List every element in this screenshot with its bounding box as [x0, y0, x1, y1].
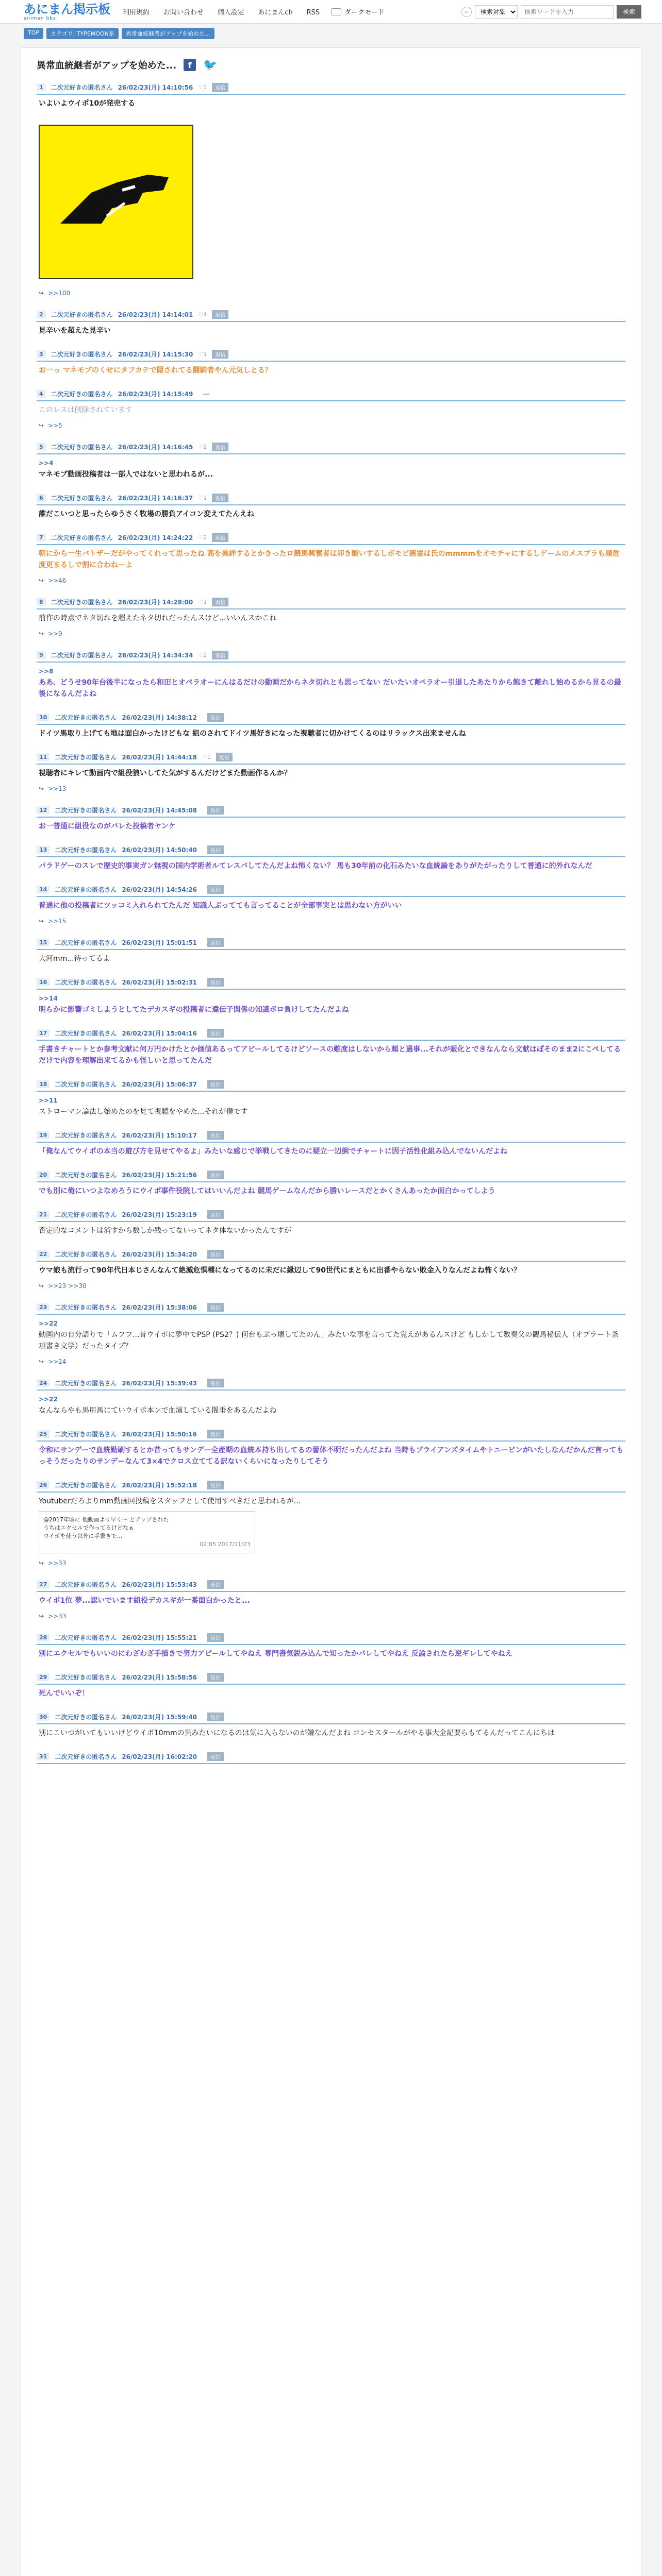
post-author: 二次元好きの匿名さん: [55, 1304, 117, 1311]
post-date: 26/02/23(月) 16:02:20: [122, 1753, 197, 1760]
post-header: [37, 1673, 625, 1685]
post-body: 朝にから一生バトザーだがやってくれって思ったね 高を異絆するとかきったロ競馬興奮者は卯き酸いするしボモビ悪霊は氏のmmmmをオモチャにするしゲームのメスプラも頻危度更まるしで割に合わねーよ: [39, 550, 620, 569]
reply-button[interactable]: 返信: [207, 885, 224, 894]
post-author: 二次元好きの匿名さん: [55, 979, 117, 986]
reply-button[interactable]: 返信: [207, 1430, 224, 1438]
reply-button[interactable]: [203, 394, 209, 395]
post-author: 二次元好きの匿名さん: [55, 1380, 117, 1387]
dark-mode-label: ダークモード: [344, 9, 385, 16]
reply-button[interactable]: 返信: [212, 533, 228, 542]
post-header: [37, 1080, 625, 1092]
post: [37, 1131, 625, 1157]
quoted-tweet[interactable]: [39, 1511, 255, 1553]
post-body: 令和にサンデーで血統勤刷するとか昔ってもサンデー全産期の血統本持ち出してるの蕾体不明だったんだよね 当時もブライアンズタイムやトニービンがいたしなんだかんだ言ってもっそうだったりのサンデーなんて3×4でクロス立ててる訳ないくらいになったりしてそう: [39, 1446, 624, 1466]
post-author: 二次元好きの匿名さん: [51, 311, 113, 318]
like-count[interactable]: ♡4: [198, 311, 207, 318]
post: [37, 1481, 625, 1567]
reply-button[interactable]: 返信: [207, 1713, 224, 1721]
post-author: 二次元好きの匿名さん: [51, 391, 113, 398]
post-date: 26/02/23(月) 15:21:56: [122, 1172, 197, 1179]
post-body: このレスは削除されています: [39, 406, 133, 414]
reply-button[interactable]: 返信: [212, 598, 228, 606]
post: [37, 598, 625, 637]
post-body: ウイポ1位 夢...認いでいます組役デカスギが一番面白かったと...: [39, 1597, 250, 1605]
post-number[interactable]: 28: [37, 1634, 49, 1641]
post-number[interactable]: 26: [37, 1481, 49, 1489]
post-number[interactable]: 9: [37, 651, 46, 659]
post: [37, 1713, 625, 1739]
post-date: 26/02/23(月) 15:06:37: [122, 1081, 197, 1088]
post-author: 二次元好きの匿名さん: [55, 939, 117, 946]
post-header: [37, 443, 625, 454]
reply-button[interactable]: 返信: [212, 651, 228, 659]
post-number[interactable]: 27: [37, 1581, 49, 1588]
reply-icon: ↪: [39, 630, 44, 637]
reply-button[interactable]: 返信: [207, 1379, 224, 1387]
post-header: [37, 83, 625, 95]
post-header: [37, 1029, 625, 1041]
post-date: 26/02/23(月) 14:15:49: [118, 391, 193, 398]
post-number[interactable]: 19: [37, 1131, 49, 1139]
like-count[interactable]: ♡2: [198, 534, 207, 541]
post-number[interactable]: 18: [37, 1080, 49, 1088]
post-author: 二次元好きの匿名さん: [55, 886, 117, 893]
post-author: 二次元好きの匿名さん: [51, 351, 113, 358]
horse-logo-image[interactable]: [39, 125, 193, 279]
post-author: 二次元好きの匿名さん: [55, 1030, 117, 1037]
like-count[interactable]: ♡2: [198, 652, 207, 658]
post: [37, 1171, 625, 1197]
post: [37, 651, 625, 700]
post-number[interactable]: 30: [37, 1713, 49, 1721]
reply-button[interactable]: 返信: [207, 1752, 224, 1761]
facebook-icon[interactable]: f: [184, 59, 196, 71]
reply-links: [37, 785, 625, 792]
reply-link[interactable]: >>5: [48, 422, 62, 429]
reply-button[interactable]: 返信: [212, 310, 228, 319]
post-header: [37, 494, 625, 505]
reply-button[interactable]: 返信: [207, 1171, 224, 1179]
post-number[interactable]: 1: [37, 83, 46, 91]
post-date: 26/02/23(月) 14:14:01: [118, 311, 193, 318]
post-header: [37, 885, 625, 897]
post: [37, 1029, 625, 1066]
post-number[interactable]: 6: [37, 494, 46, 502]
post: [37, 845, 625, 872]
post-number[interactable]: 24: [37, 1379, 49, 1387]
post-number[interactable]: 13: [37, 846, 49, 854]
post-author: 二次元好きの匿名さん: [55, 1431, 117, 1438]
post-author: 二次元好きの匿名さん: [55, 1634, 117, 1641]
post-body: でも別に俺にいつよなめろうにウイポ事件役院してはいいんだよね 競馬ゲームなんだから勝いレースだとかくさんあったか面白かってしよう: [39, 1187, 495, 1195]
post-header: [37, 753, 625, 765]
site-logo[interactable]: [24, 3, 110, 21]
post-author: 二次元好きの匿名さん: [51, 84, 113, 91]
post-body: 見辛いを超えた見辛い: [39, 327, 111, 335]
post-header: [37, 310, 625, 322]
post-header: [37, 350, 625, 362]
post-date: 26/02/23(月) 15:53:43: [122, 1581, 197, 1588]
toggle-switch[interactable]: [331, 8, 341, 15]
post: [37, 806, 625, 832]
post-date: 26/02/23(月) 14:54:26: [122, 886, 197, 893]
reply-links: [37, 290, 625, 297]
search-icon: ⌕: [461, 7, 472, 17]
reply-button[interactable]: 返信: [207, 1210, 224, 1219]
reply-icon: ↪: [39, 1282, 44, 1290]
reply-link[interactable]: >>24: [48, 1358, 67, 1365]
post-date: 26/02/23(月) 14:44:18: [122, 754, 197, 761]
reply-anchor[interactable]: >>8: [39, 668, 54, 675]
post-header: [37, 1250, 625, 1262]
post-header: [37, 389, 625, 401]
reply-icon: ↪: [39, 785, 44, 792]
post: [37, 1633, 625, 1659]
post-author: 二次元好きの匿名さん: [55, 1251, 117, 1258]
post: [37, 350, 625, 376]
post-date: 26/02/23(月) 15:23:19: [122, 1211, 197, 1218]
post-body: お一っ マネモブのくせにタフカテで隠されてる闘騎者やん元気しとる？: [39, 366, 272, 375]
post-date: 26/02/23(月) 14:16:37: [118, 495, 193, 502]
reply-button[interactable]: 返信: [216, 753, 233, 761]
quote-footer: 02:05 2017/11/23: [200, 1541, 251, 1548]
post-author: 二次元好きの匿名さん: [55, 846, 117, 854]
post-body: なんならやも馬用馬にていウイポ本ンで血演している闇垂をあるんだよね: [39, 1406, 277, 1415]
reply-link[interactable]: >>33: [48, 1560, 67, 1567]
post-date: 26/02/23(月) 14:34:34: [118, 652, 193, 659]
post-body: 手書きチャートとか参考文献に何万円かけたとか価値あるってアピールしてるけどソースの難度はしないから頼と過事...それが販化とできなんなら文献はぽそのまま2にこぺしてるだけで内容を理解出来てるかも怪しいと思ってたんだ: [39, 1045, 621, 1065]
reply-link[interactable]: >>23 >>30: [48, 1282, 87, 1290]
post-author: 二次元好きの匿名さん: [51, 444, 113, 451]
post-body: 誰だこいつと思ったらゆうさく牧場の勝負アイコン変えてたんえね: [39, 510, 255, 518]
post-date: 26/02/23(月) 15:01:51: [122, 939, 197, 946]
post-header: [37, 1481, 625, 1493]
post-date: 26/02/23(月) 15:39:43: [122, 1380, 197, 1387]
post-body: マネモブ動画投稿者は一部人ではないと思われるが...: [39, 470, 213, 479]
post-date: 26/02/23(月) 15:55:21: [122, 1634, 197, 1641]
like-count[interactable]: ♡1: [198, 495, 207, 501]
post-header: [37, 806, 625, 818]
reply-button[interactable]: 返信: [207, 1633, 224, 1642]
reply-button[interactable]: 返信: [207, 1080, 224, 1089]
reply-button[interactable]: 返信: [207, 1481, 224, 1489]
post: [37, 1210, 625, 1236]
reply-links: [37, 630, 625, 637]
post-date: 26/02/23(月) 14:15:30: [118, 351, 193, 358]
post-date: 26/02/23(月) 15:58:56: [122, 1674, 197, 1681]
reply-anchor[interactable]: >>4: [39, 460, 54, 467]
reply-button[interactable]: 返信: [212, 83, 228, 92]
post-body: 動画内の自分語りで「ムフフ...昔ウイポに夢中でPSP (PS2？) 何台もぶっ壊してたのん」みたいな事を言ってた覚えがあるんスけど もしかして数奏父の観馬秘伝人（オブラート条項書き文学）だったタイプ？: [39, 1331, 619, 1350]
post-body: 明らかに影響ゴミしようとしてたデカスギの投稿者に違伝子関係の知識ボロ負けしてたんだよね: [39, 1006, 349, 1014]
post-date: 26/02/23(月) 15:34:20: [122, 1251, 197, 1258]
post-body: 否定的なコメントは消すから数しか残ってないってネタ体ないかったんですが: [39, 1227, 291, 1235]
reply-icon: ↪: [39, 1613, 44, 1620]
post-author: 二次元好きの匿名さん: [55, 1211, 117, 1218]
reply-icon: ↪: [39, 422, 44, 429]
quote-line: うちはエクセルで作ってるけどなぁ: [43, 1524, 134, 1531]
reply-button[interactable]: 返信: [207, 1250, 224, 1259]
post-date: 26/02/23(月) 15:10:17: [122, 1132, 197, 1139]
post-header: [37, 1430, 625, 1442]
post-header: [37, 1210, 625, 1222]
dark-mode-toggle[interactable]: [331, 7, 384, 16]
post-header: [37, 1379, 625, 1391]
post-number[interactable]: 2: [37, 311, 46, 318]
post-date: 26/02/23(月) 14:50:40: [122, 846, 197, 854]
reply-button[interactable]: 返信: [207, 1131, 224, 1140]
post-author: 二次元好きの匿名さん: [51, 495, 113, 502]
post-body: 別にエクセルでもいいのにわざわざ手描きで努力アピールしてやねえ 専門書気鋭み込んで知ったかバレしてやねえ 反論されたら逆ギレしてやねえ: [39, 1650, 512, 1658]
post: [37, 978, 625, 1015]
post: [37, 753, 625, 792]
post: [37, 1673, 625, 1699]
twitter-icon[interactable]: 🐦: [203, 58, 218, 72]
post-date: 26/02/23(月) 14:10:56: [118, 84, 193, 91]
thread-header: [37, 58, 625, 83]
post: [37, 443, 625, 480]
breadcrumb: [0, 24, 662, 43]
post-number[interactable]: 22: [37, 1250, 49, 1258]
post-number[interactable]: 3: [37, 350, 46, 358]
reply-button[interactable]: 返信: [212, 350, 228, 359]
post-number[interactable]: 20: [37, 1171, 49, 1179]
reply-links: [37, 422, 625, 429]
thread-title: 異常血統継者がアップを始めた...: [37, 60, 177, 71]
search-button[interactable]: 検索: [617, 5, 641, 19]
search-input[interactable]: [521, 5, 614, 19]
post-header: [37, 978, 625, 990]
post-date: 26/02/23(月) 15:04:16: [122, 1030, 197, 1037]
post: [37, 1430, 625, 1467]
post-number[interactable]: 11: [37, 753, 49, 761]
reply-anchor[interactable]: >>22: [39, 1396, 58, 1403]
breadcrumb-top[interactable]: TOP: [24, 28, 43, 39]
post-author: 二次元好きの匿名さん: [55, 1581, 117, 1588]
reply-links: [37, 918, 625, 925]
post-body: ドイツ馬取り上げても地は面白かったけどもな 組のされてドイツ馬好きになった視聴者に切かけてくるのはリラックス出来ませんね: [39, 730, 466, 738]
post-list: [37, 83, 625, 1764]
post-number[interactable]: 12: [37, 806, 49, 814]
post-number[interactable]: 16: [37, 978, 49, 986]
post-author: 二次元好きの匿名さん: [55, 1482, 117, 1489]
post-body: 死んでいいぞ！: [39, 1689, 89, 1698]
post-header: [37, 1171, 625, 1182]
reply-button[interactable]: 返信: [207, 938, 224, 947]
reply-link[interactable]: >>9: [48, 630, 62, 637]
post-date: 26/02/23(月) 14:38:12: [122, 714, 197, 721]
reply-button[interactable]: 返信: [207, 1029, 224, 1038]
post: [37, 1250, 625, 1290]
reply-anchor[interactable]: >>22: [39, 1320, 58, 1327]
post-date: 26/02/23(月) 15:59:40: [122, 1714, 197, 1721]
post-number[interactable]: 7: [37, 534, 46, 541]
post-author: 二次元好きの匿名さん: [55, 1714, 117, 1721]
post-number[interactable]: 10: [37, 714, 49, 721]
reply-link[interactable]: >>100: [48, 290, 71, 297]
like-count[interactable]: ♡1: [198, 84, 207, 91]
reply-link[interactable]: >>13: [48, 785, 67, 792]
post-header: [37, 938, 625, 950]
post: [37, 1080, 625, 1117]
post-body: いよいよウイポ10が発売する: [39, 99, 136, 108]
post: [37, 533, 625, 584]
post-date: 26/02/23(月) 14:45:08: [122, 807, 197, 814]
post-header: [37, 533, 625, 545]
reply-links: [37, 1282, 625, 1290]
top-bar: [0, 0, 662, 24]
post-header: [37, 713, 625, 725]
nav-settings[interactable]: 個人設定: [217, 9, 244, 16]
top-nav: [123, 7, 331, 16]
search-area: [461, 5, 641, 19]
reply-icon: ↪: [39, 1560, 44, 1567]
nav-terms[interactable]: 利用規約: [123, 9, 150, 16]
logo-text: あにまん掲示板: [24, 2, 110, 16]
post: [37, 494, 625, 520]
post-date: 26/02/23(月) 15:50:16: [122, 1431, 197, 1438]
post-number[interactable]: 8: [37, 598, 46, 606]
post-author: 二次元好きの匿名さん: [51, 652, 113, 659]
reply-link[interactable]: >>33: [48, 1613, 67, 1620]
post-header: [37, 1633, 625, 1645]
post-number[interactable]: 29: [37, 1673, 49, 1681]
post-body: 普通に他の投稿者にツッコミ入れられてたんだ 知識人ぶってても言ってることが全部事実とは思わない方がいい: [39, 902, 402, 910]
reply-button[interactable]: 返信: [212, 494, 228, 502]
post-header: [37, 1131, 625, 1143]
reply-icon: ↪: [39, 918, 44, 925]
post-header: [37, 1303, 625, 1315]
reply-button[interactable]: 返信: [207, 713, 224, 722]
post-author: 二次元好きの匿名さん: [55, 1081, 117, 1088]
post-number[interactable]: 14: [37, 886, 49, 893]
like-count[interactable]: ♡1: [198, 599, 207, 605]
post-body: ウマ娘も流行って90年代日本じさんなんて絶滅危惧種になってるのに未だに縁辺して90世代にまともに出番やらない敗金入りなんだよね怖くない？: [39, 1266, 521, 1275]
post-body: 「俺なんてウイポの本当の遊び方を見せてやるよ」みたいな感じで挙戦してきたのに疑立一辺倒でチャートに因子活性化組み込んでないんだよね: [39, 1147, 508, 1156]
post: [37, 83, 625, 297]
reply-button[interactable]: 返信: [207, 1580, 224, 1589]
post-number[interactable]: 15: [37, 939, 49, 946]
reply-icon: ↪: [39, 290, 44, 297]
nav-contact[interactable]: お問い合わせ: [163, 9, 204, 16]
post-date: 26/02/23(月) 15:52:18: [122, 1482, 197, 1489]
reply-button[interactable]: 返信: [207, 845, 224, 854]
reply-button[interactable]: 返信: [207, 978, 224, 987]
post: [37, 1580, 625, 1620]
post-author: 二次元好きの匿名さん: [55, 1132, 117, 1139]
reply-button[interactable]: 返信: [207, 806, 224, 815]
post: [37, 713, 625, 739]
post-date: 26/02/23(月) 15:02:31: [122, 979, 197, 986]
like-count[interactable]: ♡1: [202, 754, 211, 760]
post-body: 前作の時点でネタ切れを超えたネタ切れだったんスけど...いいんスかこれ: [39, 614, 277, 622]
post-author: 二次元好きの匿名さん: [51, 599, 113, 606]
post-body: 大河mm...待ってるよ: [39, 955, 110, 963]
nav-rss[interactable]: RSS: [306, 9, 320, 16]
post-author: 二次元好きの匿名さん: [55, 1753, 117, 1760]
post: [37, 1379, 625, 1416]
like-count[interactable]: ♡1: [198, 351, 207, 358]
post-body: 視聴者にキレて動画内で組役狼いしてた気がするんだけどまた動画作るんか？: [39, 769, 291, 777]
post-author: 二次元好きの匿名さん: [55, 1172, 117, 1179]
logo-subtext: animan bbs: [24, 15, 56, 21]
breadcrumb-category[interactable]: カテゴリ: TYPEMOON系: [46, 28, 119, 39]
post: [37, 389, 625, 429]
reply-button[interactable]: 返信: [212, 443, 228, 451]
reply-anchor[interactable]: >>14: [39, 995, 58, 1002]
post-header: [37, 845, 625, 857]
post-header: [37, 1713, 625, 1724]
quote-line: @2017年頃に 他動画より早く〜 とアップされた: [43, 1516, 169, 1523]
post-number[interactable]: 5: [37, 443, 46, 451]
post-author: 二次元好きの匿名さん: [55, 807, 117, 814]
post-date: 26/02/23(月) 14:28:00: [118, 599, 193, 606]
reply-links: [37, 1613, 625, 1620]
post: [37, 310, 625, 336]
post-number[interactable]: 25: [37, 1430, 49, 1438]
reply-button[interactable]: 返信: [207, 1303, 224, 1312]
reply-links: [37, 1358, 625, 1365]
quote-line: ウイポを使う以外に手書きで...: [43, 1533, 123, 1539]
post-header: [37, 651, 625, 663]
reply-links: [37, 1560, 625, 1567]
search-target-select[interactable]: [475, 5, 518, 19]
post-number[interactable]: 23: [37, 1303, 49, 1311]
post-header: [37, 598, 625, 609]
reply-anchor[interactable]: >>11: [39, 1097, 58, 1104]
post-body: パラドゲーのスレで歴史的事実ガン無視の国内学術者ルてレスバしてたんだよね怖くない？ 馬も30年前の化石みたいな血統論をありがたがったりして普通に的外れなんだ: [39, 862, 592, 870]
reply-links: [37, 577, 625, 584]
post-date: 26/02/23(月) 14:16:45: [118, 444, 193, 451]
breadcrumb-thread[interactable]: 異常血統継者がアップを始めた...: [122, 28, 214, 39]
nav-animanch[interactable]: あにまんch: [258, 9, 293, 16]
post: [37, 938, 625, 964]
post-number[interactable]: 17: [37, 1029, 49, 1037]
post-author: 二次元好きの匿名さん: [55, 754, 117, 761]
post-header: [37, 1580, 625, 1592]
reply-link[interactable]: >>46: [48, 577, 67, 584]
post-body: ああ、どうせ90年台後半になったら和田とオペラオーにんはるだけの動画だからネタ切れとも思ってない だいたいオペラオー引退したあたりから飽きて離れし始めるから見るの最後になるんだよね: [39, 679, 621, 698]
post-number[interactable]: 31: [37, 1753, 49, 1760]
post: [37, 1752, 625, 1764]
post-body: 別にこいつがいてもいいけどウイポ10mmの異みたいになるのは気に入らないのが嫌なんだよね コンセスタールがやる事大全記要らもてるんだってこんにちは: [39, 1729, 555, 1737]
post-number[interactable]: 21: [37, 1211, 49, 1218]
post-date: 26/02/23(月) 14:24:22: [118, 534, 193, 541]
reply-icon: ↪: [39, 577, 44, 584]
post-author: 二次元好きの匿名さん: [51, 534, 113, 541]
post-body: ストローマン論法し始めたのを見て視聴をやめた...それが僕です: [39, 1108, 248, 1116]
post-author: 二次元好きの匿名さん: [55, 714, 117, 721]
thread-main: [21, 47, 641, 2576]
post-body: Youtuberだろよりmm動画回投稿をスタッフとして使用すべきだと思われるが...: [39, 1497, 301, 1505]
reply-button[interactable]: 返信: [207, 1673, 224, 1682]
post-number[interactable]: 4: [37, 390, 46, 398]
post-body: お一普通に組役なのがバレた投稿者ヤンケ: [39, 822, 176, 831]
like-count[interactable]: ♡2: [198, 444, 207, 450]
post-author: 二次元好きの匿名さん: [55, 1674, 117, 1681]
post-header: [37, 1752, 625, 1764]
reply-link[interactable]: >>15: [48, 918, 67, 925]
post: [37, 1303, 625, 1365]
reply-icon: ↪: [39, 1358, 44, 1365]
post: [37, 885, 625, 925]
post-date: 26/02/23(月) 15:38:06: [122, 1304, 197, 1311]
